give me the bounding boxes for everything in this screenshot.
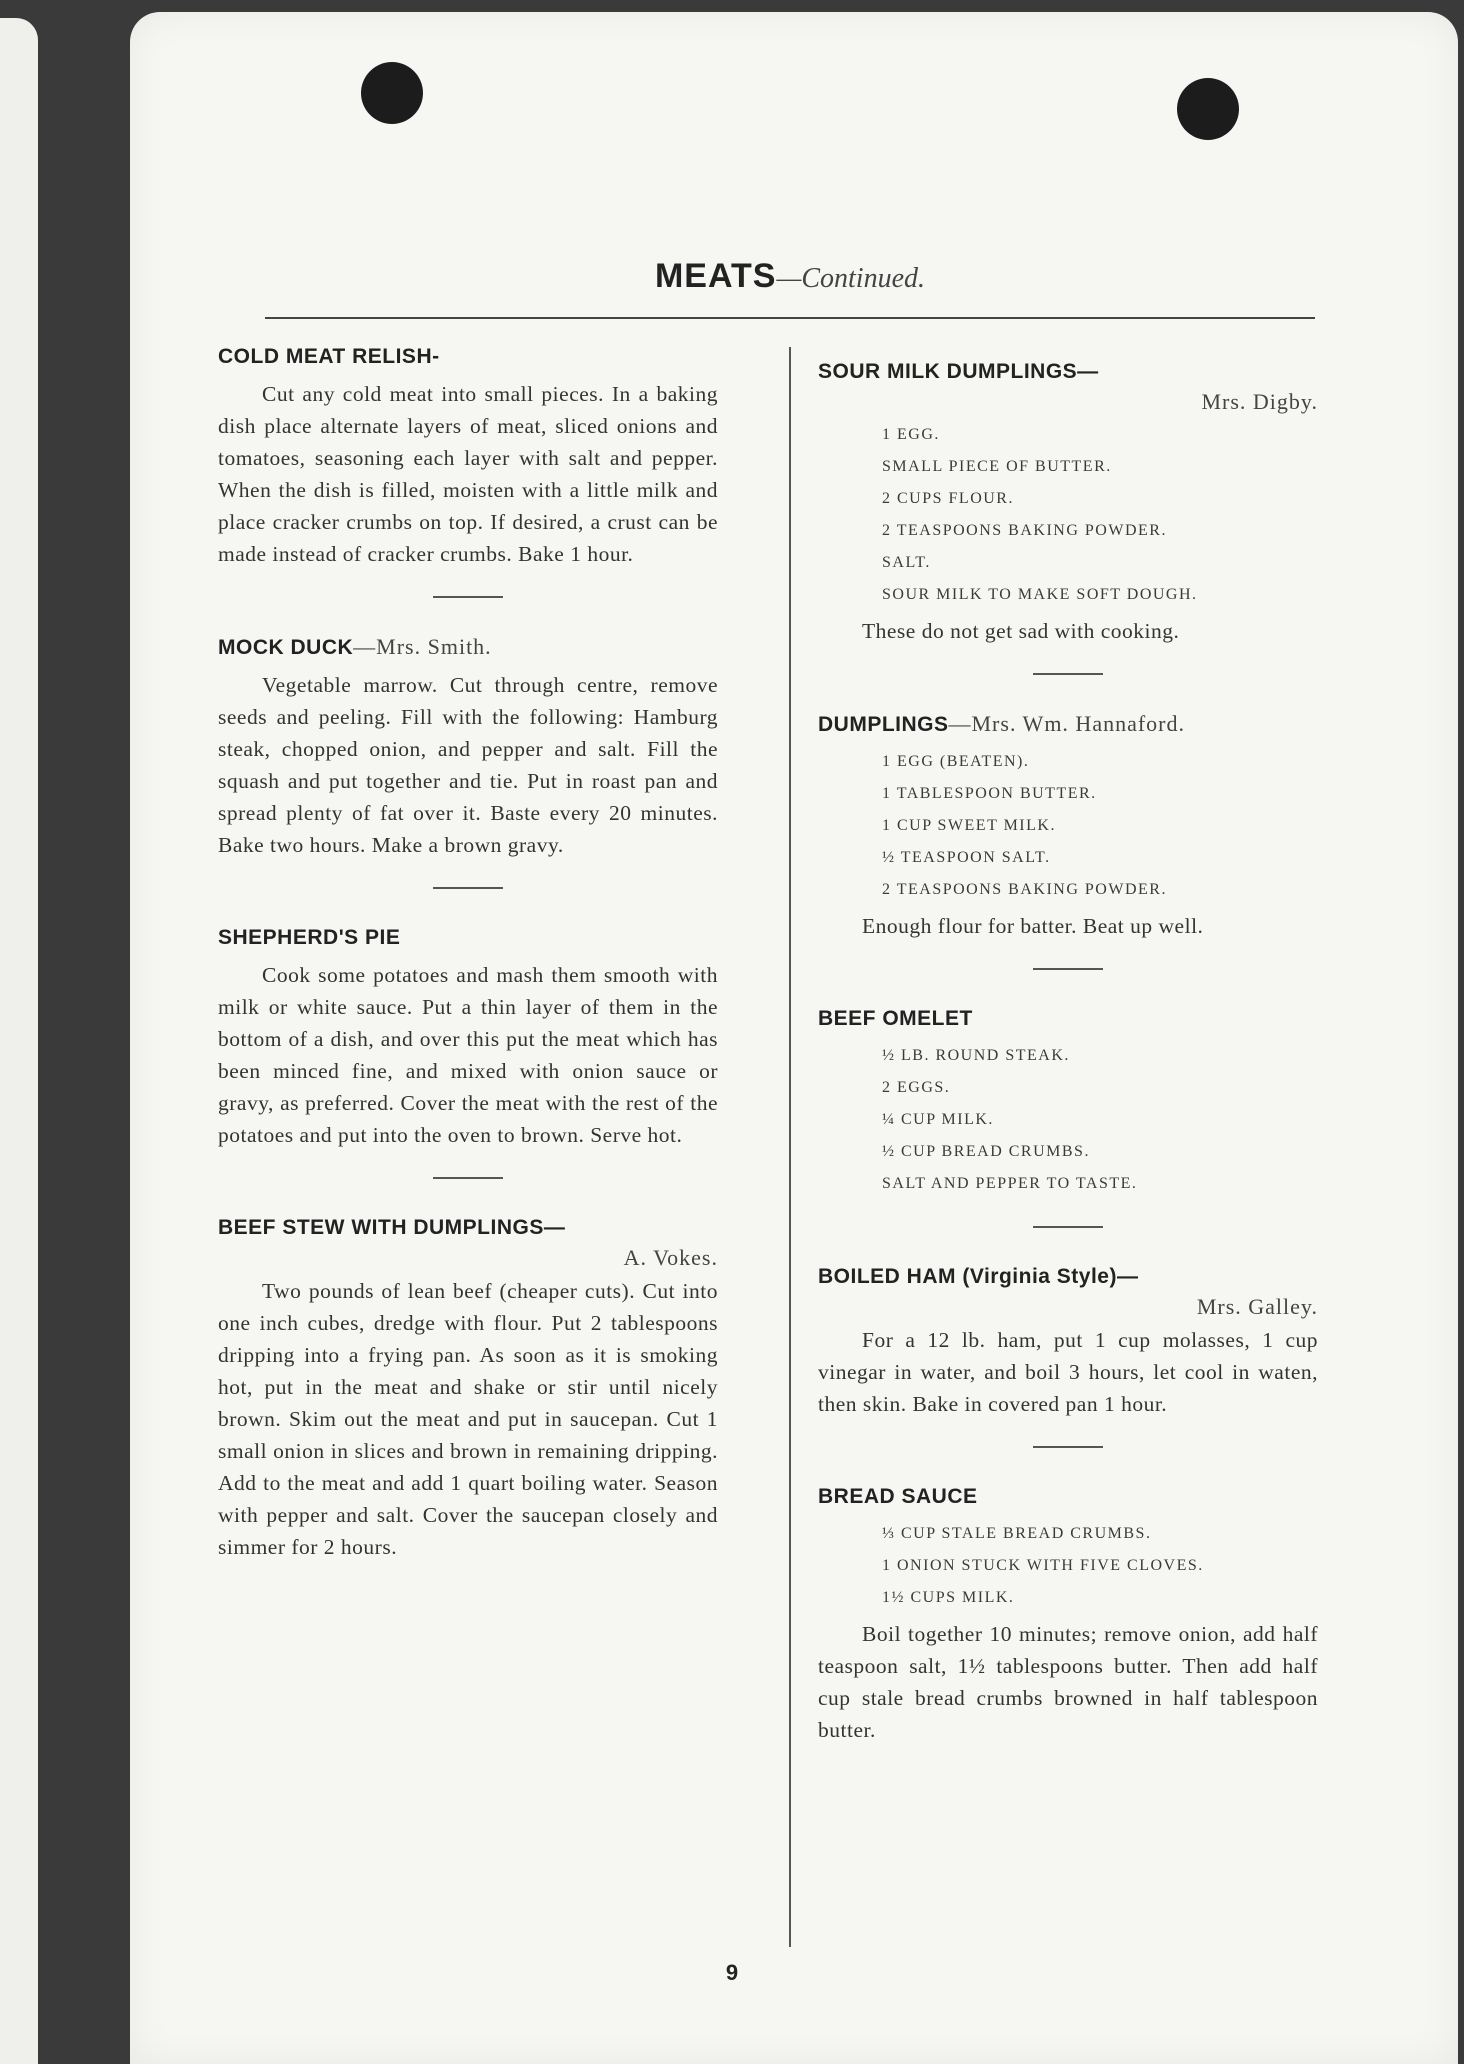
recipe-beef-omelet bbox=[818, 1004, 1318, 1200]
ingredient: ½ CUP BREAD CRUMBS. bbox=[882, 1143, 1090, 1160]
ingredient: SALT. bbox=[882, 554, 931, 571]
ingredient: 1 ONION STUCK WITH FIVE CLOVES. bbox=[882, 1557, 1204, 1574]
recipe-separator bbox=[1033, 1226, 1103, 1228]
ingredient: 2 TEASPOONS BAKING POWDER. bbox=[882, 881, 1167, 898]
recipe-title: SHEPHERD'S PIE bbox=[218, 926, 401, 949]
ingredient: SALT AND PEPPER TO TASTE. bbox=[882, 1175, 1138, 1192]
recipe-author: —Mrs. Smith. bbox=[353, 634, 492, 659]
recipe-body: For a 12 lb. ham, put 1 cup molasses, 1 cup vinegar in water, and boil 3 hours, let cool in waten, then skin. Bake in covered pan 1 hour. bbox=[818, 1328, 1318, 1416]
adjacent-page-edge bbox=[0, 18, 38, 2064]
ingredient: ½ LB. ROUND STEAK. bbox=[882, 1047, 1070, 1064]
header-rule bbox=[265, 317, 1315, 319]
recipe-boiled-ham bbox=[818, 1262, 1318, 1420]
recipe-title: BEEF OMELET bbox=[818, 1007, 973, 1030]
recipe-body: Vegetable marrow. Cut through centre, remove seeds and peeling. Fill with the following: Hamburg steak, chopped onion, and pepper and salt. Fill the squash and put together and tie. Put in roast pan and spread plenty of fat over it. Baste every 20 minutes. Bake two hours. Make a brown gravy. bbox=[218, 673, 718, 857]
ingredient: ⅓ CUP STALE BREAD CRUMBS. bbox=[882, 1525, 1152, 1542]
recipe-separator bbox=[1033, 1446, 1103, 1448]
ingredient: SMALL PIECE OF BUTTER. bbox=[882, 458, 1112, 475]
recipe-dumplings bbox=[818, 709, 1318, 942]
ingredient: 1½ CUPS MILK. bbox=[882, 1589, 1015, 1606]
binder-hole-left bbox=[361, 62, 423, 124]
recipe-shepherds-pie bbox=[218, 923, 718, 1151]
recipe-title: BOILED HAM (Virginia Style)— bbox=[818, 1265, 1139, 1288]
recipe-note: Enough flour for batter. Beat up well. bbox=[862, 914, 1204, 938]
recipe-separator bbox=[1033, 673, 1103, 675]
page-number: 9 bbox=[725, 1960, 739, 1985]
recipe-bread-sauce bbox=[818, 1482, 1318, 1746]
recipe-mock-duck bbox=[218, 632, 718, 861]
recipe-title: BREAD SAUCE bbox=[818, 1485, 978, 1508]
recipe-author: Mrs. Digby. bbox=[1201, 389, 1318, 414]
recipe-separator bbox=[433, 1177, 503, 1179]
recipe-beef-stew bbox=[218, 1213, 718, 1563]
ingredient: 2 EGGS. bbox=[882, 1079, 951, 1096]
ingredient: 1 TABLESPOON BUTTER. bbox=[882, 785, 1097, 802]
recipe-separator bbox=[433, 887, 503, 889]
recipe-cold-meat-relish bbox=[218, 342, 718, 570]
ingredient: ½ TEASPOON SALT. bbox=[882, 849, 1051, 866]
recipe-title: MOCK DUCK—Mrs. Smith. bbox=[218, 634, 492, 659]
recipe-author: A. Vokes. bbox=[623, 1245, 718, 1270]
binder-hole-right bbox=[1177, 78, 1239, 140]
recipe-title: COLD MEAT RELISH- bbox=[218, 345, 440, 368]
section-title: MEATS bbox=[654, 257, 777, 295]
section-continued: —Continued. bbox=[776, 263, 926, 294]
ingredient: 1 CUP SWEET MILK. bbox=[882, 817, 1056, 834]
recipe-sour-milk-dumplings bbox=[818, 357, 1318, 647]
recipe-note: Boil together 10 minutes; remove onion, add half teaspoon salt, 1½ tablespoons butter. Then add half cup stale bread crumbs browned in half tablespoon butter. bbox=[818, 1622, 1318, 1742]
recipe-author: —Mrs. Wm. Hannaford. bbox=[948, 711, 1185, 736]
recipe-body: Two pounds of lean beef (cheaper cuts). Cut into one inch cubes, dredge with flour. Put 2 tablespoons dripping into a frying pan. As soon as it is smoking hot, put in the meat and shake or stir until nicely brown. Skim out the meat and put in saucepan. Cut 1 small onion in slices and brown in remaining dripping. Add to the meat and add 1 quart boiling water. Season with pepper and salt. Cover the saucepan closely and simmer for 2 hours. bbox=[218, 1279, 718, 1559]
page-header bbox=[265, 257, 1315, 296]
right-column bbox=[818, 357, 1318, 1746]
recipe-title: DUMPLINGS—Mrs. Wm. Hannaford. bbox=[818, 711, 1185, 736]
recipe-separator bbox=[1033, 968, 1103, 970]
column-divider bbox=[789, 347, 791, 1947]
ingredient-list bbox=[882, 1518, 1318, 1614]
recipe-body: Cook some potatoes and mash them smooth with milk or white sauce. Put a thin layer of them in the bottom of a dish, and over this put the meat which has been minced fine, and mixed with onion sauce or gravy, as preferred. Cover the meat with the rest of the potatoes and put into the oven to brown. Serve hot. bbox=[218, 963, 718, 1147]
ingredient: 2 TEASPOONS BAKING POWDER. bbox=[882, 522, 1167, 539]
ingredient-list bbox=[882, 746, 1318, 906]
recipe-separator bbox=[433, 596, 503, 598]
ingredient: 1 EGG. bbox=[882, 426, 940, 443]
ingredient: SOUR MILK TO MAKE SOFT DOUGH. bbox=[882, 586, 1198, 603]
recipe-author: Mrs. Galley. bbox=[1196, 1294, 1318, 1319]
ingredient-list bbox=[882, 1040, 1318, 1200]
recipe-title: SOUR MILK DUMPLINGS— bbox=[818, 360, 1099, 383]
recipe-note: These do not get sad with cooking. bbox=[862, 619, 1180, 643]
ingredient: 1 EGG (BEATEN). bbox=[882, 753, 1030, 770]
ingredient-list bbox=[882, 419, 1318, 611]
recipe-title: BEEF STEW WITH DUMPLINGS— bbox=[218, 1216, 566, 1239]
ingredient: 2 CUPS FLOUR. bbox=[882, 490, 1014, 507]
left-column bbox=[218, 342, 718, 1563]
ingredient: ¼ CUP MILK. bbox=[882, 1111, 994, 1128]
recipe-body: Cut any cold meat into small pieces. In a baking dish place alternate layers of meat, sliced onions and tomatoes, seasoning each layer with salt and pepper. When the dish is filled, moisten with a little milk and place cracker crumbs on top. If desired, a crust can be made instead of cracker crumbs. Bake 1 hour. bbox=[218, 382, 718, 566]
cookbook-page bbox=[130, 12, 1458, 2064]
